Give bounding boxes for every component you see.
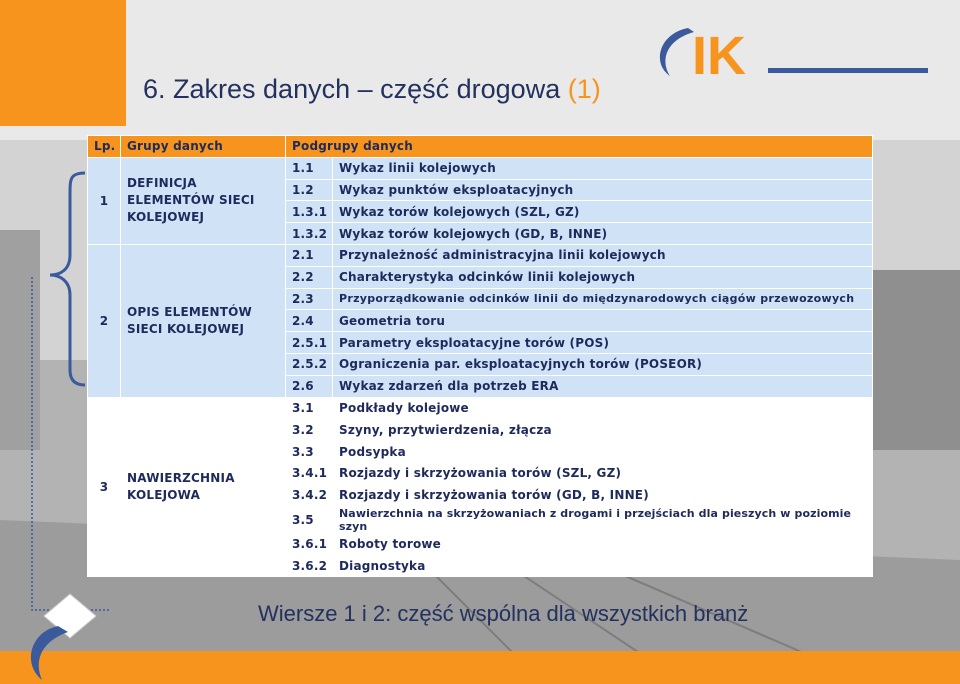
title-text: 6. Zakres danych – część drogowa (143, 74, 561, 104)
logo-underline (768, 68, 928, 73)
subgroup-name: Wykaz linii kolejowych (333, 157, 873, 179)
header-subgroup: Podgrupy danych (286, 136, 873, 158)
group-lp: 3 (88, 397, 121, 577)
subgroup-name: Przynależność administracyjna linii kolejowych (333, 244, 873, 266)
header-group: Grupy danych (121, 136, 286, 158)
subgroup-number: 1.3.2 (286, 223, 333, 245)
footnote-text: Wiersze 1 i 2: część wspólna dla wszystkich branż (258, 601, 749, 626)
page-title (143, 74, 601, 105)
header-lp: Lp. (88, 136, 121, 158)
subgroup-number: 2.3 (286, 288, 333, 310)
subgroup-number: 3.6.2 (286, 555, 333, 577)
subgroup-number: 1.1 (286, 157, 333, 179)
group-lp: 2 (88, 244, 121, 397)
subgroup-name: Rozjazdy i skrzyżowania torów (GD, B, INNE) (333, 484, 873, 506)
table-row (88, 397, 873, 419)
orange-corner-block (0, 0, 126, 126)
subgroup-number: 1.2 (286, 179, 333, 201)
subgroup-number: 1.3.1 (286, 201, 333, 223)
subgroup-name: Wykaz torów kolejowych (SZL, GZ) (333, 201, 873, 223)
subgroup-number: 2.4 (286, 310, 333, 332)
subgroup-number: 3.1 (286, 397, 333, 419)
subgroup-number: 2.2 (286, 266, 333, 288)
subgroup-number: 2.6 (286, 375, 333, 397)
subgroup-number: 3.2 (286, 419, 333, 441)
subgroup-name: Parametry eksploatacyjne torów (POS) (333, 332, 873, 354)
subgroup-number: 3.5 (286, 506, 333, 533)
subgroup-name: Wykaz punktów eksploatacyjnych (333, 179, 873, 201)
subgroup-number: 2.5.2 (286, 353, 333, 375)
subgroup-name: Podkłady kolejowe (333, 397, 873, 419)
group-name: DEFINICJA ELEMENTÓW SIECI KOLEJOWEJ (121, 157, 286, 244)
logo-swoosh (660, 28, 694, 76)
subgroup-name: Rozjazdy i skrzyżowania torów (SZL, GZ) (333, 462, 873, 484)
subgroup-name: Roboty torowe (333, 533, 873, 555)
subgroup-number: 3.6.1 (286, 533, 333, 555)
subgroup-name: Szyny, przytwierdzenia, złącza (333, 419, 873, 441)
subgroup-name: Charakterystyka odcinków linii kolejowych (333, 266, 873, 288)
group-lp: 1 (88, 157, 121, 244)
group-name: OPIS ELEMENTÓW SIECI KOLEJOWEJ (121, 244, 286, 397)
subgroup-number: 3.4.1 (286, 462, 333, 484)
table-row (88, 157, 873, 179)
subgroup-name: Nawierzchnia na skrzyżowaniach z drogami i przejściach dla pieszych w poziomie szyn (333, 506, 873, 533)
subgroup-number: 2.1 (286, 244, 333, 266)
logo-text: IK (692, 26, 746, 86)
bottom-orange-bar (0, 651, 960, 684)
ik-logo (648, 20, 938, 86)
subgroup-name: Diagnostyka (333, 555, 873, 577)
data-table (87, 135, 873, 577)
subgroup-number: 3.3 (286, 441, 333, 463)
subgroup-name: Przyporządkowanie odcinków linii do międzynarodowych ciągów przewozowych (333, 288, 873, 310)
subgroup-number: 3.4.2 (286, 484, 333, 506)
subgroup-number: 2.5.1 (286, 332, 333, 354)
subgroup-name: Podsypka (333, 441, 873, 463)
table-header-row (88, 136, 873, 158)
subgroup-name: Ograniczenia par. eksploatacyjnych torów (POSEOR) (333, 353, 873, 375)
subgroup-name: Geometria toru (333, 310, 873, 332)
table-row (88, 244, 873, 266)
footer-swoosh-icon (18, 620, 108, 684)
title-part-number: (1) (567, 74, 601, 104)
subgroup-name: Wykaz torów kolejowych (GD, B, INNE) (333, 223, 873, 245)
group-name: NAWIERZCHNIA KOLEJOWA (121, 397, 286, 577)
subgroup-name: Wykaz zdarzeń dla potrzeb ERA (333, 375, 873, 397)
